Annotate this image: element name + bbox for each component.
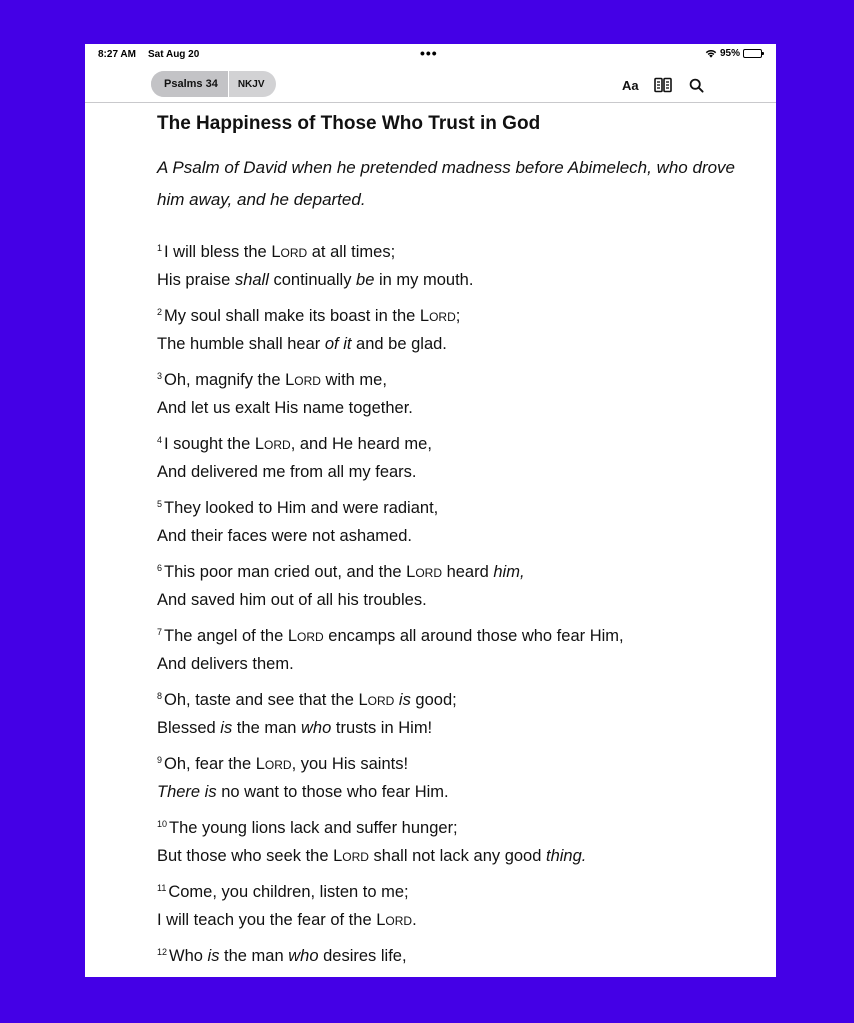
verse-text: good; — [410, 691, 457, 709]
book-chapter-button[interactable]: Psalms 34 — [151, 71, 228, 97]
divine-name: Lord — [333, 847, 369, 865]
verse-line[interactable] — [157, 424, 624, 456]
verse-text: Oh, magnify the — [164, 371, 286, 389]
verse-text: be — [356, 271, 375, 289]
divine-name: Lord — [285, 371, 321, 389]
font-settings-button[interactable]: Aa — [622, 77, 639, 93]
verse-line[interactable] — [157, 232, 624, 264]
verse-number: 5 — [157, 499, 163, 509]
verse-text: But those who seek the — [157, 847, 334, 865]
verse-text: They looked to Him and were radiant, — [164, 499, 439, 517]
verse-text: I will bless the — [164, 243, 272, 261]
reader-toolbar — [85, 68, 776, 103]
verse-number: 9 — [157, 755, 163, 765]
verse-number: 7 — [157, 627, 163, 637]
verse-text: at all times; — [307, 243, 396, 261]
verse-line[interactable] — [157, 392, 624, 424]
verse-text: I will teach you the fear of the — [157, 911, 377, 929]
verse-text: who — [301, 719, 332, 737]
verse-text: no want to those who fear Him. — [216, 783, 449, 801]
verse-text: I sought the — [164, 435, 255, 453]
verse-text: There is — [157, 783, 217, 801]
verse-text: desires life, — [318, 947, 407, 965]
verse-number: 4 — [157, 435, 163, 445]
verse-text: Who — [169, 947, 208, 965]
verse-line[interactable] — [157, 872, 624, 904]
verse-number: 6 — [157, 563, 163, 573]
verse-text: the man — [219, 947, 289, 965]
psalm-superscription: A Psalm of David when he pretended madness before Abimelech, who drove him away, and he departed. — [157, 158, 736, 209]
verse-line[interactable] — [157, 712, 624, 744]
verse-text: And saved him out of all his troubles. — [157, 591, 427, 609]
verse-line[interactable] — [157, 296, 624, 328]
book-columns-icon[interactable] — [654, 76, 672, 94]
verse-text: My soul shall make its boast in the — [164, 307, 420, 325]
divine-name: Lord — [376, 911, 413, 929]
verse-number: 3 — [157, 371, 163, 381]
verse-text: shall not lack any good — [368, 847, 546, 865]
verse-number: 12 — [157, 947, 168, 957]
divine-name: Lord — [254, 435, 291, 453]
verse-line[interactable] — [157, 744, 624, 776]
verse-text: in my mouth. — [374, 271, 474, 289]
verse-text: And delivered me from all my fears. — [157, 463, 417, 481]
divine-name: Lord — [406, 563, 442, 581]
search-icon[interactable] — [689, 76, 704, 94]
verse-text: The young lions lack and suffer hunger; — [169, 819, 458, 837]
verse-line[interactable] — [157, 936, 624, 968]
verse-text: , you His saints! — [291, 755, 409, 773]
divine-name: Lord — [358, 691, 395, 709]
verse-text: him, — [493, 563, 525, 581]
verse-list — [157, 232, 624, 968]
verse-text: shall — [234, 271, 269, 289]
battery-percentage: 95% — [719, 48, 740, 59]
verse-text: Oh, taste and see that the — [164, 691, 359, 709]
verse-text: And delivers them. — [157, 655, 294, 673]
verse-text: encamps all around those who fear Him, — [323, 627, 624, 645]
verse-line[interactable] — [157, 840, 624, 872]
verse-line[interactable] — [157, 680, 624, 712]
verse-text: His praise — [157, 271, 235, 289]
status-date: Sat Aug 20 — [148, 49, 200, 60]
verse-line[interactable] — [157, 584, 624, 616]
verse-line[interactable] — [157, 616, 624, 648]
verse-text: and be glad. — [351, 335, 447, 353]
verse-number: 1 — [157, 243, 163, 253]
verse-line[interactable] — [157, 488, 624, 520]
verse-text: And let us exalt His name together. — [157, 399, 413, 417]
verse-text: is — [207, 947, 220, 965]
battery-icon — [743, 49, 762, 58]
verse-number: 2 — [157, 307, 163, 317]
status-indicators — [705, 48, 762, 59]
verse-text: Come, you children, listen to me; — [168, 883, 409, 901]
divine-name: Lord — [287, 627, 324, 645]
verse-number: 11 — [157, 883, 167, 893]
verse-text: with me, — [320, 371, 387, 389]
verse-text: of it — [324, 335, 352, 353]
wifi-icon — [705, 49, 717, 58]
verse-line[interactable] — [157, 328, 624, 360]
device-screen — [85, 44, 776, 977]
verse-text: heard — [442, 563, 494, 581]
divine-name: Lord — [419, 307, 456, 325]
verse-line[interactable] — [157, 264, 624, 296]
verse-text: is — [220, 719, 233, 737]
passage-selector — [151, 71, 276, 97]
verse-line[interactable] — [157, 552, 624, 584]
verse-text: the man — [232, 719, 302, 737]
verse-number: 8 — [157, 691, 163, 701]
verse-line[interactable] — [157, 776, 624, 808]
verse-number: 10 — [157, 819, 168, 829]
verse-text: is — [398, 691, 411, 709]
chapter-heading: The Happiness of Those Who Trust in God — [157, 113, 541, 134]
verse-text: thing. — [546, 847, 587, 865]
verse-text: . — [412, 911, 417, 929]
verse-line[interactable] — [157, 520, 624, 552]
verse-line[interactable] — [157, 456, 624, 488]
version-button[interactable]: NKJV — [228, 71, 276, 97]
verse-text: who — [288, 947, 319, 965]
verse-text: trusts in Him! — [331, 719, 433, 737]
verse-text: Blessed — [157, 719, 221, 737]
verse-line[interactable] — [157, 904, 624, 936]
verse-line[interactable] — [157, 360, 624, 392]
verse-text: , and He heard me, — [290, 435, 432, 453]
status-bar — [85, 44, 776, 66]
verse-line[interactable] — [157, 808, 624, 840]
verse-text: This poor man cried out, and the — [164, 563, 407, 581]
verse-text: The angel of the — [164, 627, 288, 645]
multitasking-dots[interactable]: ••• — [420, 45, 438, 61]
verse-text: continually — [268, 271, 357, 289]
divine-name: Lord — [271, 243, 308, 261]
verse-text: Oh, fear the — [164, 755, 256, 773]
verse-text: ; — [455, 307, 461, 325]
status-time: 8:27 AM — [98, 49, 136, 60]
divine-name: Lord — [255, 755, 292, 773]
verse-text: The humble shall hear — [157, 335, 325, 353]
verse-line[interactable] — [157, 648, 624, 680]
verse-text: And their faces were not ashamed. — [157, 527, 412, 545]
